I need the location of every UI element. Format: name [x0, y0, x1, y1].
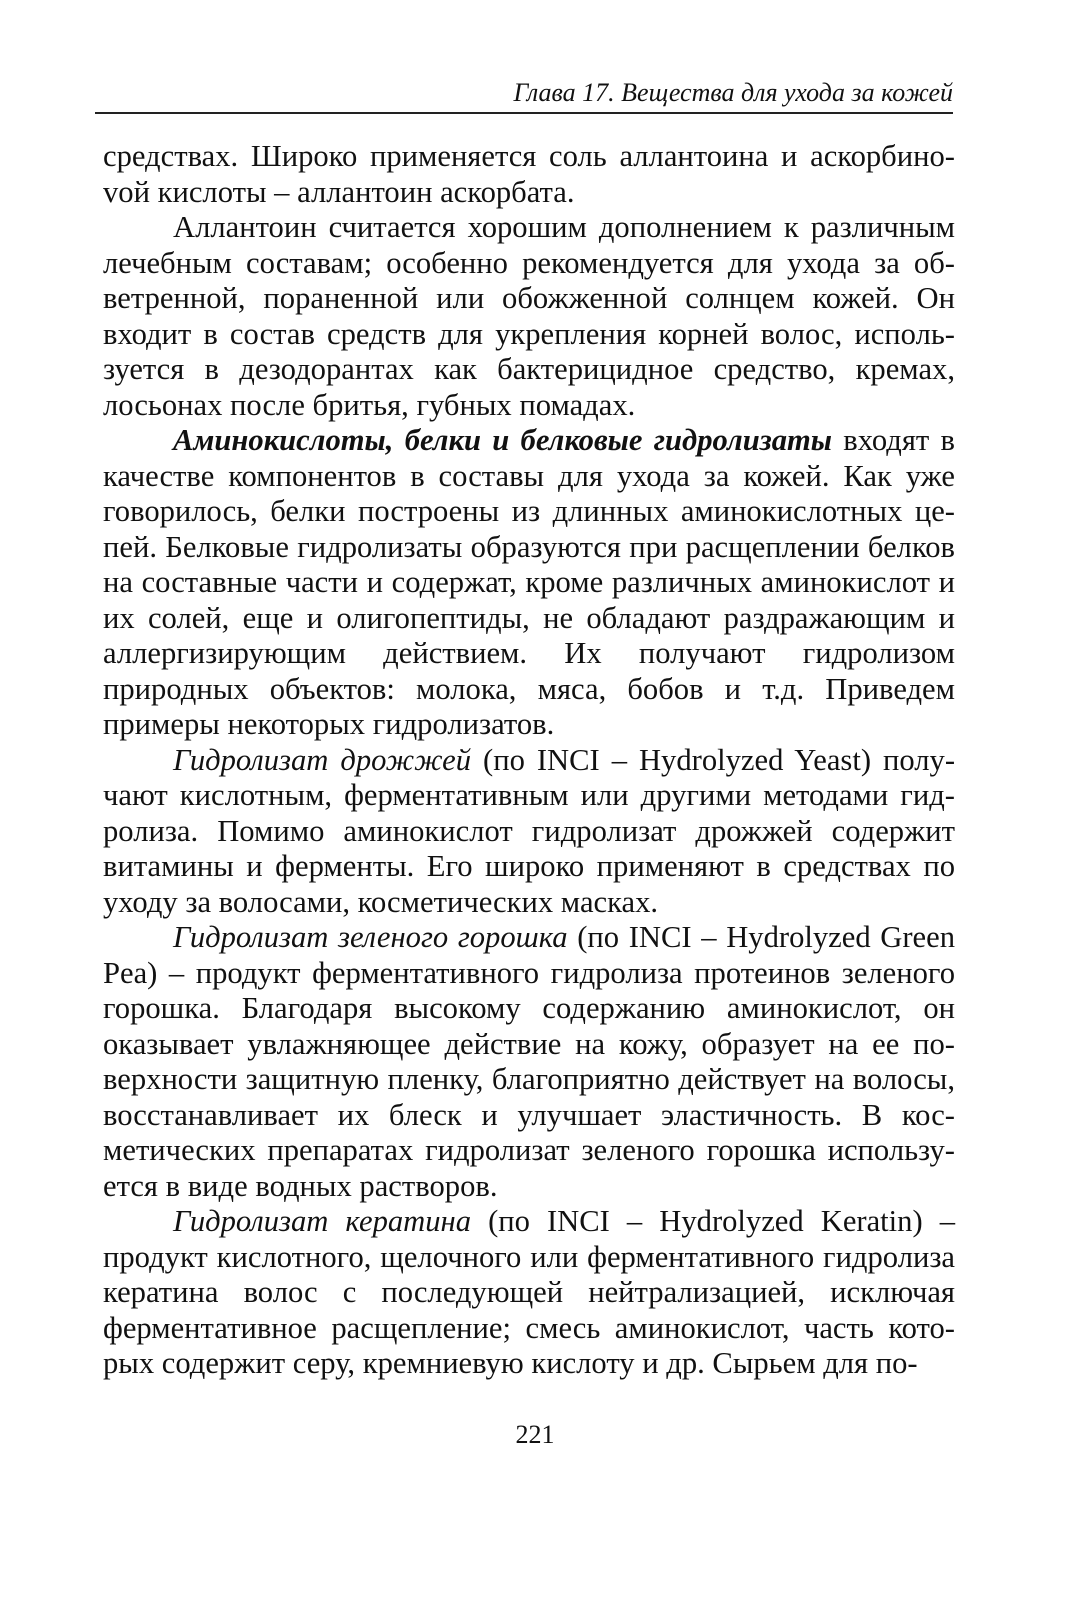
paragraph-yeast-hydrolysate [103, 743, 955, 921]
paragraph-amino-acids [103, 423, 955, 743]
paragraph-text: (по INCI – Hydrolyzed Green Pea) – продукт ферментативного гидролиза протеинов зеленого горошка. Благодаря высокому содержанию аминокислот, он оказывает увлажняющее действие на кожу, образует на ее поверхности защитную пленку, благоприятно действует на волосы, восстанавливает их блеск и улучшает эластичность. В косметических препаратах гидролизат зеленого горошка используется в виде водных растворов. [103, 920, 956, 1203]
term-heading: Гидролизат кератина [173, 1204, 472, 1238]
running-head: Глава 17. Вещества для ухода за кожей [513, 78, 953, 107]
paragraph-text: (по INCI – Hydrolyzed Yeast) получают кислотным, ферментативным или другими методами гидролиза. Помимо аминокислот гидролизат дрожжей содержит витамины и ферменты. Его широко применяют в средствах по уходу за волосами, косметических масках. [103, 742, 956, 919]
term-heading: Аминокислоты, белки и белковые гидролизаты [173, 423, 833, 457]
term-heading: Гидролизат зеленого горошка [173, 920, 568, 954]
paragraph-text: средствах. Широко применяется соль аллантоина и аскорбиноvой кислоты – аллантоин аскорбата. [103, 139, 955, 209]
header-rule [95, 112, 953, 114]
paragraph-text: Аллантоин считается хорошим дополнением к различным лечебным составам; особенно рекомендуется для ухода за обветренной, пораненной или обожженной солнцем кожей. Он входит в состав средств для укрепления корней волос, используется в дезодорантах как бактерицидное средство, кремах, лосьонах после бритья, губных помадах. [103, 210, 955, 422]
body-text [103, 139, 955, 1382]
paragraph-text: (по INCI – Hydrolyzed Keratin) – продукт кислотного, щелочного или ферментативного гидролиза кератина волос с последующей нейтрализацией, исключая ферментативное расщепление; смесь аминокислот, часть которых содержит серу, кремниевую кислоту и др. Сырьем для по- [103, 1204, 955, 1380]
paragraph-keratin-hydrolysate [103, 1204, 955, 1382]
paragraph-pea-hydrolysate [103, 920, 955, 1204]
paragraph-allantoin [103, 210, 955, 423]
term-heading: Гидролизат дрожжей [173, 742, 472, 777]
page-number: 221 [515, 1420, 555, 1449]
paragraph-text: входят в качестве компонентов в составы для ухода за кожей. Как уже говорилось, белки построены из длинных аминокислотных цепей. Белковые гидролизаты образуются при расщеплении белков на составные части и содержат, кроме различных аминокислот и их солей, еще и олигопептиды, не обладают раздражающим и аллергизирующим действием. Их получают гидролизом природных объектов: молока, мяса, бобов и т.д. Приведем примеры некоторых гидролизатов. [103, 423, 955, 741]
paragraph-continuation [103, 139, 955, 210]
